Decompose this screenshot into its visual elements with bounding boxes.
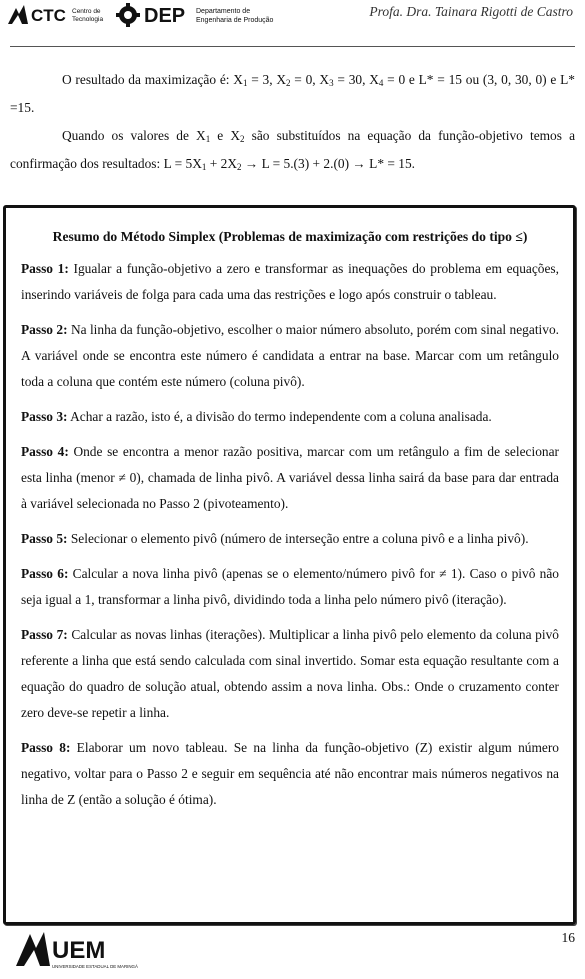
dep-logo-text: DEP [144, 5, 186, 27]
step-6 [21, 561, 559, 613]
step-label: Passo 5: [21, 531, 68, 546]
author-name: Profa. Dra. Tainara Rigotti de Castro [369, 4, 573, 19]
step-text: Igualar a função-objetivo a zero e transformar as inequações do problema em equações, inserindo variáveis de folga para cada uma das restrições e logo após construir o tableau. [21, 261, 559, 302]
intro-paragraph-verification: Quando os valores de $X_1$ e $X_2$ são substituídos na equação da função-objetivo temos a confirmação dos resultados: $L = 5X_1 + 2X_2 \to L = 5.(3) + 2.(0) \to L* = 15$. [10, 128, 576, 172]
step-label: Passo 3: [21, 409, 68, 424]
ctc-subtitle-line1: Centro de [72, 8, 101, 15]
step-text: Na linha da função-objetivo, escolher o maior número absoluto, porém com sinal negativo. A variável onde se encontra este número é candidata a entrar na base. Marcar com um retângulo toda a coluna que contém este número (coluna pivô). [21, 322, 559, 389]
step-7 [21, 622, 559, 726]
step-label: Passo 1: [21, 261, 69, 276]
step-text: Selecionar o elemento pivô (número de interseção entre a coluna pivô e a linha pivô). [67, 531, 529, 546]
summary-content [21, 226, 559, 822]
step-text: Achar a razão, isto é, a divisão do termo independente com a coluna analisada. [67, 409, 492, 424]
page-header [0, 0, 585, 48]
step-8 [21, 735, 559, 813]
step-text: Elaborar um novo tableau. Se na linha da função-objetivo (Z) existir algum número negativo, voltar para o Passo 2 e seguir em sequência até não encontrar mais números negativos na linha de Z (então a solução é ótima). [21, 740, 559, 807]
ctc-subtitle-line2: Tecnologia [72, 16, 104, 23]
step-label: Passo 7: [21, 627, 68, 642]
gear-icon [116, 3, 140, 27]
step-label: Passo 4: [21, 444, 69, 459]
uem-emblem-icon [16, 932, 50, 966]
step-2 [21, 317, 559, 395]
step-4 [21, 439, 559, 517]
dep-subtitle-line2: Engenharia de Produção [196, 17, 274, 24]
step-5 [21, 526, 559, 552]
step-label: Passo 6: [21, 566, 69, 581]
simplex-summary-box [3, 205, 576, 925]
step-1 [21, 256, 559, 308]
page-number: 16 [561, 930, 575, 945]
uem-subtitle: UNIVERSIDADE ESTADUAL DE MARINGÁ [52, 964, 138, 969]
header-divider [10, 46, 575, 47]
dep-logo [116, 2, 276, 28]
uem-logo-text: UEM [52, 937, 106, 964]
step-text: Calcular as novas linhas (iterações). Multiplicar a linha pivô pelo elemento da coluna pivô referente a linha que está sendo calculada com sinal invertido. Somar esta equação resultante com a equação do quadro de solução atual, obtendo assim a nova linha. Obs.: Onde o cruzamento conter zero deve-se repetir a linha. [21, 627, 559, 720]
uem-logo [14, 928, 138, 974]
step-label: Passo 8: [21, 740, 71, 755]
intro-text [10, 66, 575, 178]
ctc-logo-text: CTC [31, 6, 66, 25]
ctc-logo [6, 2, 114, 28]
summary-title: Resumo do Método Simplex (Problemas de maximização com restrições do tipo ≤) [52, 229, 528, 244]
step-text: Onde se encontra a menor razão positiva, marcar com um retângulo a fim de selecionar esta linha (menor ≠ 0), chamada de linha pivô. A variável dessa linha sairá da base para dar entrada à variável selecionada no Passo 2 (pivoteamento). [21, 444, 559, 511]
intro-paragraph-result: O resultado da maximização é: $X_1 = 3$, $X_2 = 0$, $X_3 = 30$, $X_4 = 0$ e L* = 15 ou (3, 0, 30, 0) e L* =15. [10, 72, 575, 115]
ctc-emblem-icon [8, 5, 28, 24]
step-label: Passo 2: [21, 322, 68, 337]
step-text: Calcular a nova linha pivô (apenas se o elemento/número pivô for ≠ 1). Caso o pivô não seja igual a 1, transformar a linha pivô, dividindo toda a linha pelo número pivô (iteração). [21, 566, 559, 607]
step-3 [21, 404, 559, 430]
dep-subtitle-line1: Departamento de [196, 8, 251, 15]
